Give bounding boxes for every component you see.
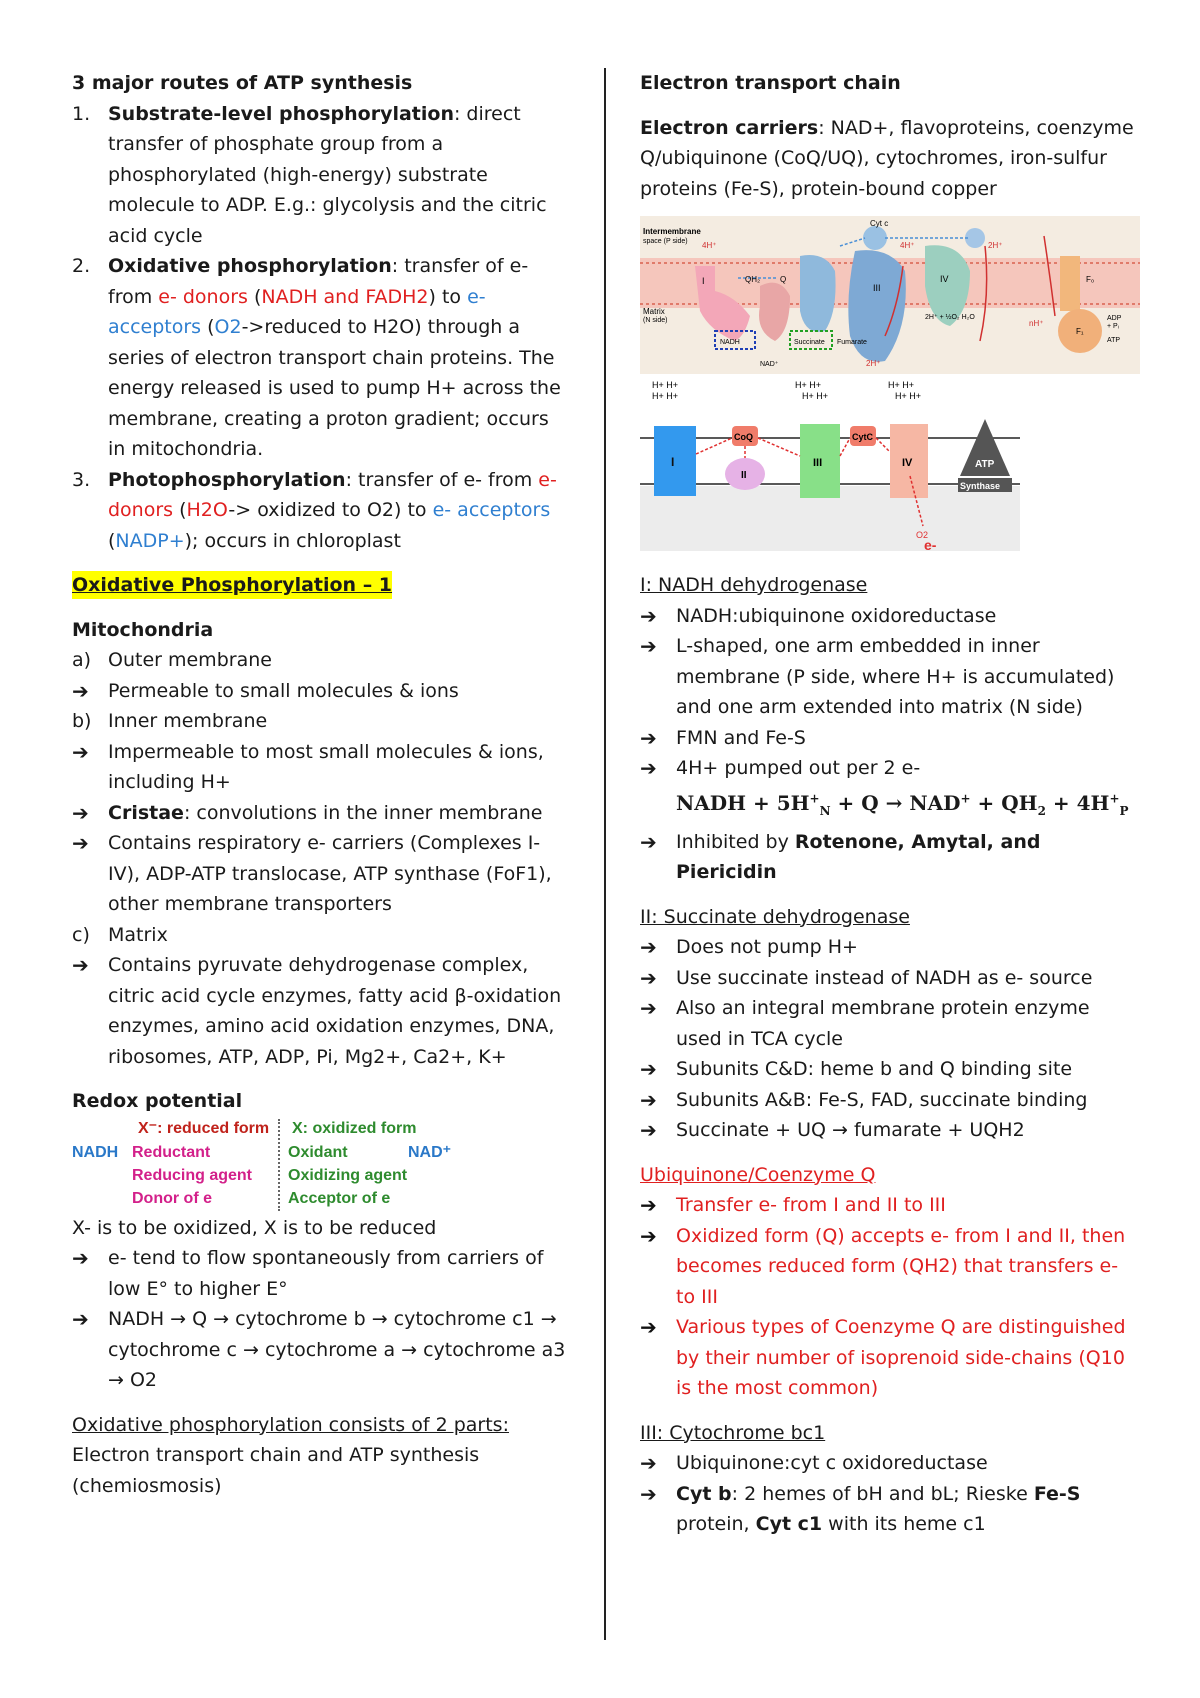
svg-text:(N side): (N side): [643, 317, 668, 324]
svg-text:+ Pᵢ: + Pᵢ: [1107, 323, 1119, 330]
svg-text:nH⁺: nH⁺: [1029, 319, 1044, 328]
svg-text:ADP: ADP: [1107, 315, 1122, 322]
list-item: ➔ L-shaped, one arm embedded in inner membrane (P side, where H+ is accumulated) and one arm extended into matrix (N side): [640, 631, 1140, 723]
svg-text:ATP: ATP: [1107, 337, 1121, 344]
list-item: ➔ e- tend to flow spontaneously from carriers of low E° to higher E°: [72, 1243, 572, 1304]
complex-ii-list: [640, 932, 1140, 1146]
list-item: ➔ Use succinate instead of NADH as e- source: [640, 963, 1140, 994]
svg-text:NAD⁺: NAD⁺: [760, 361, 779, 368]
arrow-icon: ➔: [640, 965, 657, 990]
svg-text:IV: IV: [940, 274, 949, 284]
svg-text:H+ H+: H+ H+: [795, 380, 822, 390]
svg-text:CytC: CytC: [852, 432, 874, 442]
list-item: ➔ Cyt b: 2 hemes of bH and bL; Rieske Fe-S protein, Cyt c1 with its heme c1: [640, 1479, 1140, 1540]
list-item: ➔ Permeable to small molecules & ions: [72, 676, 572, 707]
svg-text:NADH: NADH: [720, 339, 740, 346]
arrow-icon: ➔: [640, 603, 657, 628]
list-item: ➔ Inhibited by Rotenone, Amytal, and Piericidin: [640, 827, 1140, 888]
arrow-icon: ➔: [640, 634, 657, 658]
list-item: ➔ Subunits A&B: Fe-S, FAD, succinate binding: [640, 1085, 1140, 1116]
arrow-icon: ➔: [640, 1481, 657, 1506]
svg-text:F₀: F₀: [1086, 275, 1095, 284]
arrow-icon: ➔: [640, 1223, 657, 1248]
svg-text:2H⁺ + ½O₂ H₂O: 2H⁺ + ½O₂ H₂O: [925, 314, 975, 321]
svg-text:H+ H+: H+ H+: [802, 391, 829, 401]
svg-text:I: I: [702, 276, 705, 286]
arrow-icon: ➔: [72, 831, 89, 855]
arrow-icon: ➔: [640, 1451, 657, 1476]
arrow-icon: ➔: [72, 953, 89, 977]
arrow-icon: ➔: [640, 1315, 657, 1340]
svg-text:Cyt c: Cyt c: [870, 219, 889, 228]
svg-text:II: II: [741, 470, 747, 481]
arrow-icon: ➔: [72, 678, 89, 703]
ubiquinone-list: [640, 1190, 1140, 1404]
svg-text:4H⁺: 4H⁺: [900, 241, 915, 250]
list-item: ➔ Cristae: convolutions in the inner membrane: [72, 798, 572, 829]
routes-list: [72, 99, 572, 557]
scheme-complex-i: [654, 426, 696, 496]
arrow-icon: ➔: [72, 800, 89, 825]
list-item: ➔ NADH → Q → cytochrome b → cytochrome c1 → cytochrome c → cytochrome a → cytochrome a3 → O2: [72, 1304, 572, 1396]
svg-text:4H⁺: 4H⁺: [702, 241, 717, 250]
complex-iii-shape: [800, 255, 836, 332]
arrow-icon: ➔: [640, 1057, 657, 1082]
arrow-icon: ➔: [640, 935, 657, 960]
svg-text:Fumarate: Fumarate: [837, 339, 867, 346]
list-item: ➔ NADH:ubiquinone oxidoreductase: [640, 601, 1140, 632]
ubiquinone-title: Ubiquinone/Coenzyme Q: [640, 1163, 876, 1186]
etc-title: Electron transport chain: [640, 72, 901, 94]
arrow-icon: ➔: [640, 829, 657, 854]
arrow-icon: ➔: [640, 996, 657, 1021]
mito-title: Mitochondria: [72, 618, 214, 641]
column-divider: [604, 68, 606, 1640]
inner-membrane-list: [72, 737, 572, 920]
svg-text:H+ H+: H+ H+: [652, 391, 679, 401]
complex-iii-title: III: Cytochrome bc1: [640, 1421, 826, 1444]
svg-text:Succinate: Succinate: [794, 339, 825, 346]
redox-list: [72, 1243, 572, 1396]
svg-text:space (P side): space (P side): [643, 238, 688, 245]
svg-text:H+ H+: H+ H+: [895, 391, 922, 401]
redox-table: X⁻: reduced form X: oxidized form NADH Reductant Reducing agent Donor of e Oxidant NAD⁺ Oxidizing agent Acceptor of e: [72, 1117, 572, 1213]
list-item: ➔ Subunits C&D: heme b and Q binding site: [640, 1054, 1140, 1085]
list-item: ➔ Contains pyruvate dehydrogenase complex, citric acid cycle enzymes, fatty acid β-oxidation enzymes, amino acid oxidation enzymes, DNA, ribosomes, ATP, ADP, Pi, Mg2+, Ca2+, K+: [72, 950, 572, 1072]
svg-text:O2: O2: [916, 530, 929, 540]
right-column: [640, 68, 1140, 1540]
svg-text:Matrix: Matrix: [643, 307, 665, 316]
route-1: 1. Substrate-level phosphorylation: direct transfer of phosphate group from a phosphorylated (high-energy) substrate molecule to ADP. E.g.: glycolysis and the citric acid cycle: [72, 102, 547, 247]
svg-text:I: I: [671, 455, 675, 469]
route-2: 2. Oxidative phosphorylation: transfer of e- from e- donors (NADH and FADH2) to e- acceptors (O2->reduced to H2O) through a series of electron transport chain proteins. The energy released is used to pump H+ across the membrane, creating a proton gradient; occurs in mitochondria.: [72, 255, 561, 460]
etc-diagram: [640, 216, 1140, 556]
matrix: c) Matrix: [72, 923, 168, 946]
arrow-icon: ➔: [640, 1118, 657, 1143]
svg-text:IV: IV: [902, 457, 913, 469]
list-item: ➔ Various types of Coenzyme Q are distinguished by their number of isoprenoid side-chains (Q10 is the most common): [640, 1312, 1140, 1404]
routes-title: 3 major routes of ATP synthesis: [72, 72, 413, 94]
route-3: 3. Photophosphorylation: transfer of e- from e- donors (H2O-> oxidized to O2) to e- acceptors (NADP+); occurs in chloroplast: [72, 468, 557, 552]
outer-membrane-list: [72, 676, 572, 707]
svg-text:F₁: F₁: [1076, 327, 1084, 336]
arrow-icon: ➔: [640, 1087, 657, 1112]
svg-text:ATP: ATP: [975, 459, 995, 470]
svg-text:Synthase: Synthase: [960, 481, 1001, 491]
list-item: ➔ FMN and Fe-S: [640, 723, 1140, 754]
svg-text:H+ H+: H+ H+: [888, 380, 915, 390]
list-item: ➔ Does not pump H+: [640, 932, 1140, 963]
atp-synthase-fo: [1060, 256, 1080, 311]
list-item: ➔ Contains respiratory e- carriers (Complexes I-IV), ADP-ATP translocase, ATP synthase (FoF1), other membrane transporters: [72, 828, 572, 920]
svg-text:H+ H+: H+ H+: [652, 380, 679, 390]
svg-text:QH₂: QH₂: [745, 275, 761, 284]
list-item: ➔ Oxidized form (Q) accepts e- from I and II, then becomes reduced form (QH2) that transfers e- to III: [640, 1221, 1140, 1313]
x-line: X- is to be oxidized, X is to be reduced: [72, 1216, 437, 1239]
arrow-icon: ➔: [72, 1307, 89, 1331]
list-item: ➔ 4H+ pumped out per 2 e- NADH + $5H^+_N + Q \to NAD^+ + QH_2 + 4H^+_P$: [640, 753, 1140, 827]
list-item: ➔ Transfer e- from I and II to III: [640, 1190, 1140, 1221]
arrow-icon: ➔: [640, 1193, 657, 1218]
arrow-icon: ➔: [72, 1246, 89, 1270]
svg-text:III: III: [813, 457, 823, 469]
svg-text:CoQ: CoQ: [734, 432, 753, 442]
matrix-list: [72, 950, 572, 1072]
svg-text:e-: e-: [924, 537, 937, 553]
arrow-icon: ➔: [640, 725, 657, 750]
svg-text:2H⁺: 2H⁺: [866, 359, 881, 368]
complex-i-title: I: NADH dehydrogenase: [640, 574, 868, 596]
two-parts-heading: Oxidative phosphorylation consists of 2 parts:: [72, 1413, 509, 1436]
left-column: [72, 68, 572, 1501]
svg-text:Intermembrane: Intermembrane: [643, 227, 701, 236]
cyt-c-shape: [863, 226, 887, 250]
equation: NADH + $5H^+_N + Q \to NAD^+ + QH_2 + 4H^+_P$: [676, 791, 1129, 819]
svg-text:2H⁺: 2H⁺: [988, 241, 1003, 250]
list-item: ➔ Also an integral membrane protein enzyme used in TCA cycle: [640, 993, 1140, 1054]
svg-text:III: III: [873, 283, 881, 293]
redox-divider: [278, 1119, 280, 1211]
svg-text:Q: Q: [780, 275, 787, 284]
complex-iii-list: [640, 1448, 1140, 1540]
outer-membrane: a) Outer membrane: [72, 649, 272, 671]
list-item: ➔ Impermeable to most small molecules & ions, including H+: [72, 737, 572, 798]
list-item: ➔ Ubiquinone:cyt c oxidoreductase: [640, 1448, 1140, 1479]
list-item: ➔ Succinate + UQ → fumarate + UQH2: [640, 1115, 1140, 1146]
carriers-text: Electron carriers: NAD+, flavoproteins, coenzyme Q/ubiquinone (CoQ/UQ), cytochromes, iron-sulfur proteins (Fe-S), protein-bound copper: [640, 116, 1134, 200]
etc-figure: [640, 216, 1140, 556]
complex-ii-title: II: Succinate dehydrogenase: [640, 905, 910, 928]
redox-title: Redox potential: [72, 1090, 243, 1112]
two-parts-text: Electron transport chain and ATP synthesis (chemiosmosis): [72, 1444, 480, 1497]
complex-i-list: [640, 601, 1140, 888]
arrow-icon: ➔: [640, 756, 657, 780]
inner-membrane: b) Inner membrane: [72, 710, 268, 732]
arrow-icon: ➔: [72, 739, 89, 764]
section-heading: Oxidative Phosphorylation – 1: [72, 571, 392, 599]
